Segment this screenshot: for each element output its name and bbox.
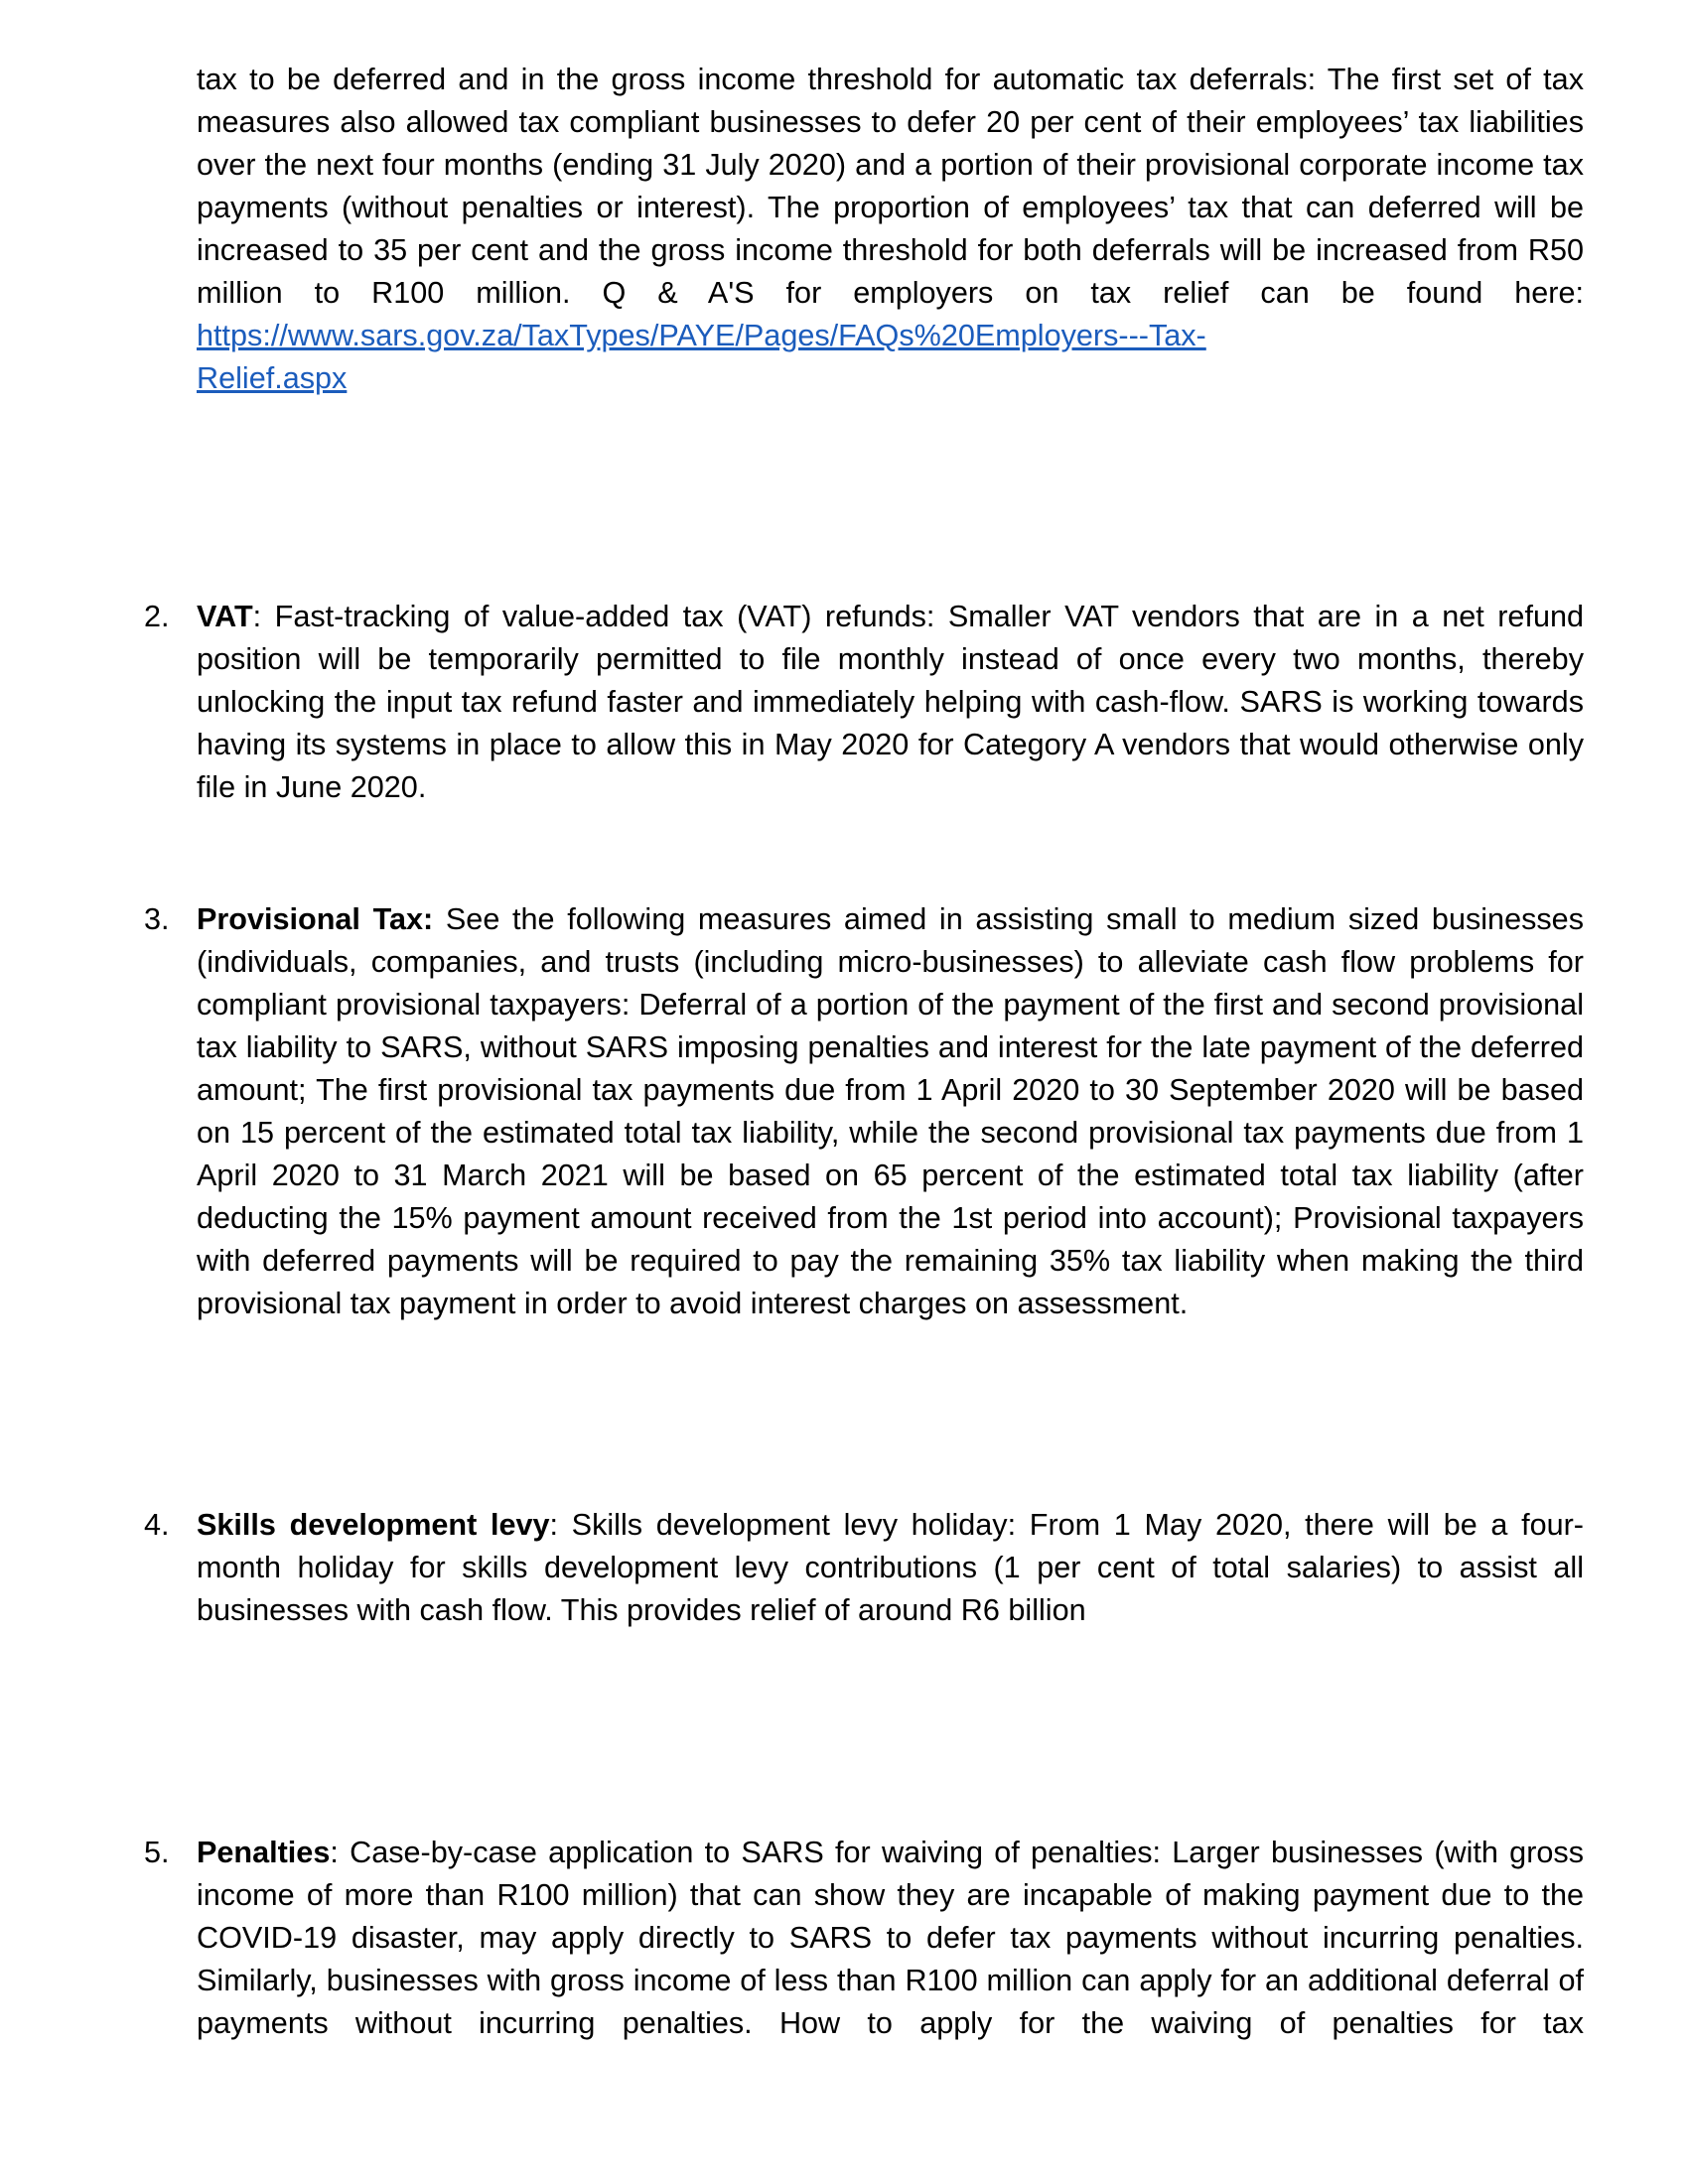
list-number: 3. [144,902,170,936]
list-number: 2. [144,600,170,633]
intro-paragraph-text: tax to be deferred and in the gross income threshold for automatic tax deferrals: The first set of tax measures also allowed tax compliant businesses to defer 20 per cent of their employees’ tax liabilities over the next four months (ending 31 July 2020) and a portion of their provisional corporate income tax payments (without penalties or interest). The proportion of employees’ tax that can deferred will be increased to 35 per cent and the gross income threshold for both deferrals will be increased from R50 million to R100 million. Q & A'S for employers on tax relief can be found here: [197,63,1584,310]
list-item-label: Provisional Tax: [197,902,434,936]
list-item-text: See the following measures aimed in assisting small to medium sized businesses (individuals, companies, and trusts (including micro-businesses) to alleviate cash flow problems for compliant provisional taxpayers: Deferral of a portion of the payment of the first and second provisional tax liability to SARS, without SARS imposing penalties and interest for the late payment of the deferred amount; The first provisional tax payments due from 1 April 2020 to 30 September 2020 will be based on 15 percent of the estimated total tax liability, while the second provisional tax payments due from 1 April 2020 to 31 March 2021 will be based on 65 percent of the estimated total tax liability (after deducting the 15% payment amount received from the 1st period into account); Provisional taxpayers with deferred payments will be required to pay the remaining 35% tax liability when making the third provisional tax payment in order to avoid interest charges on assessment. [197,902,1584,1320]
sars-tax-relief-link-line1[interactable]: https://www.sars.gov.za/TaxTypes/PAYE/Pages/FAQs%20Employers---Tax- [197,319,1206,352]
list-item-text: : Fast-tracking of value-added tax (VAT) refunds: Smaller VAT vendors that are in a net refund position will be temporarily permitted to file monthly instead of once every two months, thereby unlocking the input tax refund faster and immediately helping with cash-flow. SARS is working towards having its systems in place to allow this in May 2020 for Category A vendors that would otherwise only file in June 2020. [197,600,1584,804]
intro-paragraph [197,59,1584,400]
sars-tax-relief-link[interactable] [197,319,1206,395]
list-item-skills-development-levy [144,1504,1584,1632]
sars-tax-relief-link-line2[interactable]: Relief.aspx [197,361,348,395]
list-item-text: : Skills development levy holiday: From 1 May 2020, there will be a four-month holiday for skills development levy contributions (1 per cent of total salaries) to assist all businesses with cash flow. This provides relief of around R6 billion [197,1508,1584,1627]
list-item-vat [144,596,1584,809]
list-item-label: VAT [197,600,253,633]
list-number: 4. [144,1508,170,1542]
list-item-text: : Case-by-case application to SARS for waiving of penalties: Larger businesses (with gross income of more than R100 million) that can show they are incapable of making payment due to the COVID-19 disaster, may apply directly to SARS to defer tax payments without incurring penalties. Similarly, businesses with gross income of less than R100 million can apply for an additional deferral of payments without incurring penalties. How to apply for the waiving of penalties for tax [197,1836,1584,2040]
list-number: 5. [144,1836,170,1869]
list-item-penalties [144,1832,1584,2045]
list-item-provisional-tax [144,898,1584,1325]
list-item-label: Skills development levy [197,1508,550,1542]
list-item-label: Penalties [197,1836,331,1869]
